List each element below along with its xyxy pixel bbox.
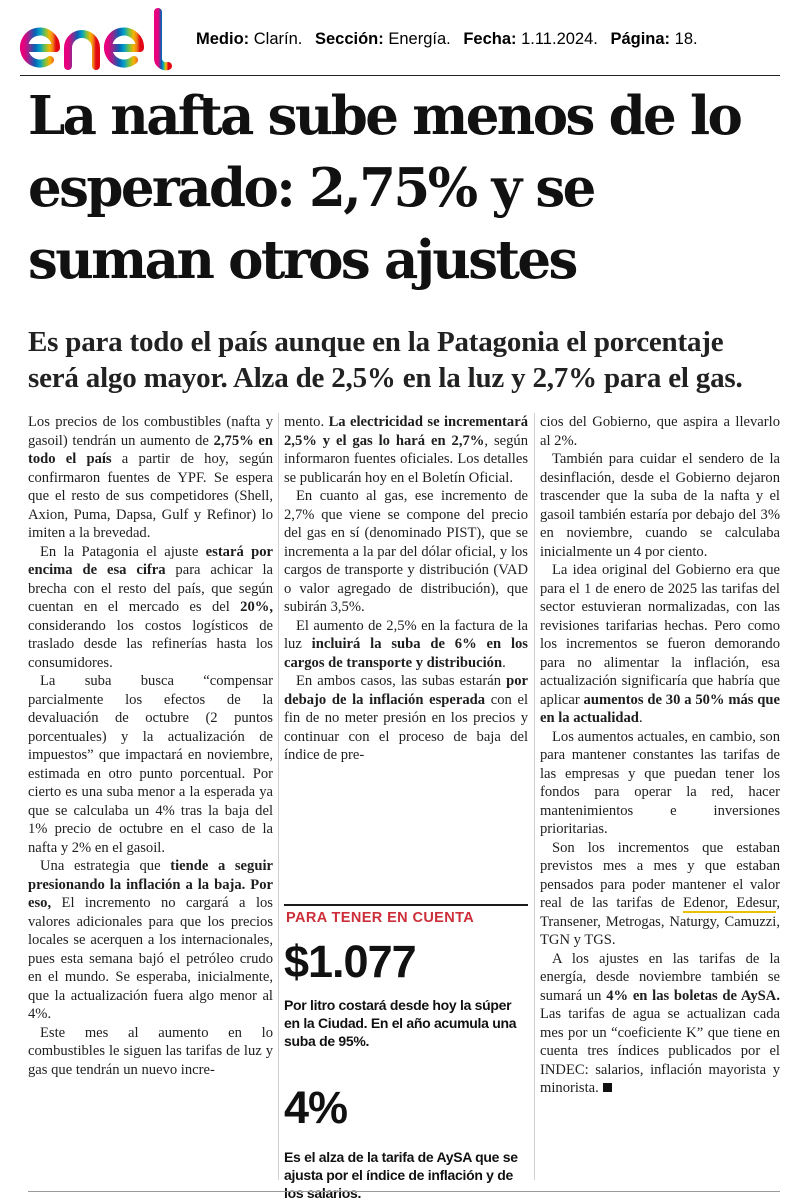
stat-price-text: Por litro costará desde hoy la súper en la Ciudad. En el año acumula una suba de 95%. — [284, 997, 517, 1049]
footer-divider — [28, 1191, 780, 1192]
paragraph: En cuanto al gas, ese incremento de 2,7% que viene se compone del precio del gas en sí (denominado PIST), que se incrementa a la par del dólar oficial, y los cargos de transporte y distribución (VAD o valor agregado de distribución), que subirán 3,5%. — [284, 488, 528, 615]
paragraph: La suba busca “compensar parcialmente los efectos de la devaluación de octubre (2 puntos porcentuales) y la actualización de impuestos” que impactará en noviembre, estimada en otro punto porcentual. Por cierto es una suba menor a la esperada ya que se calculaba un 4% tras la baja del 1% precio de octubre en el caso de la nafta y 2% en el gasoil. — [28, 673, 273, 856]
paragraph: Los aumentos actuales, en cambio, son para mantener constantes las tarifas de las empresas y que puedan tener los fondos para operar la red, hacer mantenimientos e inversiones prioritarias. — [540, 728, 780, 837]
fecha-label: Fecha: — [463, 30, 517, 48]
paragraph: En ambos casos, las subas estarán por debajo de la inflación esperada con el fin de no meter presión en los precios y continuar con el proceso de baja del índice de pre- — [284, 673, 529, 763]
stat-aysa-text: Es el alza de la tarifa de AySA que se ajusta por el índice de inflación y de los salarios. — [284, 1149, 518, 1201]
stat-price-value: $1.077 — [284, 936, 416, 987]
paragraph: En la Patagonia el ajuste estará por encima de esa cifra para achicar la brecha con el resto del país, que según cuentan en el mercado es del 20%, considerando los costos logísticos de traslado desde las refinerías hasta los consumidores. — [28, 543, 273, 671]
paragraph: El aumento de 2,5% en la factura de la luz incluirá la suba de 6% en los cargos de transporte y distribución. — [284, 617, 528, 671]
medio-label: Medio: — [196, 30, 250, 48]
pagina-value: 18. — [674, 30, 698, 48]
article-subheadline: Es para todo el país aunque en la Patagonia el porcentaje será algo mayor. Alza de 2,5% en la luz y 2,7% para el gas. — [28, 326, 743, 394]
column-divider — [534, 413, 535, 1180]
paragraph: La idea original del Gobierno era que para el 1 de enero de 2025 las tarifas del sector estuvieran normalizadas, con las revisiones tarifarias hechas. Pero como los incrementos se fueron demorando para no alimentar la inflación, esa actualización significaría que habría que aplicar aumentos de 30 a 50% más que en la actualidad. — [540, 562, 780, 726]
header-divider — [20, 75, 780, 76]
paragraph: mento. La electricidad se incrementará 2,5% y el gas lo hará en 2,7%, según informaron fuentes oficiales. Los detalles se publicarán hoy en el Boletín Oficial. — [284, 414, 528, 486]
article-column-3 — [540, 413, 780, 1098]
article-column-1 — [28, 413, 273, 1079]
paragraph: A los ajustes en las tarifas de la energía, desde noviembre también se sumará un 4% en las boletas de AySA. Las tarifas de agua se actualizan cada mes por un “coeficiente K” que tiene en cuenta tres índices publicados por el INDEC: salarios, inflación mayorista y minorista. — [540, 950, 780, 1096]
article-column-2 — [284, 413, 528, 765]
paragraph: Una estrategia que tiende a seguir presionando la inflación a la baja. Por eso, El incremento no cargará a los valores adicionales para que los precios locales se acerquen a los internacionales, pues esta semana bajó el petróleo crudo en el mundo. Se esperaba, inicialmente, que la actualización fuera algo menor al 4%. — [28, 858, 273, 1022]
stat-aysa-value: 4% — [284, 1082, 348, 1133]
article-headline: La nafta sube menos de lo esperado: 2,75% y se suman otros ajustes — [28, 85, 741, 291]
enel-logo-graphic — [16, 6, 178, 74]
column-divider — [278, 413, 279, 1180]
logo-text — [16, 74, 17, 75]
medio-value: Clarín. — [253, 30, 303, 48]
end-of-article-mark — [603, 1083, 612, 1092]
fecha-value: 1.11.2024. — [521, 30, 598, 48]
paragraph: Los precios de los combustibles (nafta y gasoil) tendrán un aumento de 2,75% en todo el país a partir de hoy, según confirmaron fuentes de YPF. Se espera que el resto de sus competidores (Shell, Axion, Puma, Dapsa, Gulf y Refinor) lo imiten a la brevedad. — [28, 414, 273, 541]
seccion-label: Sección: — [314, 30, 384, 48]
pagina-label: Página: — [610, 30, 671, 48]
enel-logo — [16, 6, 178, 74]
paragraph: Son los incrementos que estaban previstos mes a mes y que estaban pensados para poder mantener el valor real de las tarifas de Edenor, Edesur, Transener, Metrogas, Naturgy, Camuzzi, TGN y TGS. — [540, 839, 781, 948]
box-divider — [284, 904, 528, 906]
press-clipping-meta — [196, 30, 698, 49]
box-title: PARA TENER EN CUENTA — [286, 910, 475, 926]
highlighted-companies: Edenor, Edesur — [683, 895, 777, 911]
seccion-value: Energía. — [388, 30, 451, 48]
paragraph: También para cuidar el sendero de la desinflación, desde el Gobierno dejaron trascender que la suba de la nafta y el gasoil también estaría por debajo del 3% en noviembre, cuando se calculaba inicialmente un 4 por ciento. — [540, 451, 780, 560]
paragraph: cios del Gobierno, que aspira a llevarlo al 2%. — [540, 414, 780, 449]
paragraph: Este mes al aumento en lo combustibles le siguen las tarifas de luz y gas que tendrán un nuevo incre- — [28, 1024, 273, 1078]
sidebar-box-para-tener-en-cuenta — [284, 904, 528, 1201]
